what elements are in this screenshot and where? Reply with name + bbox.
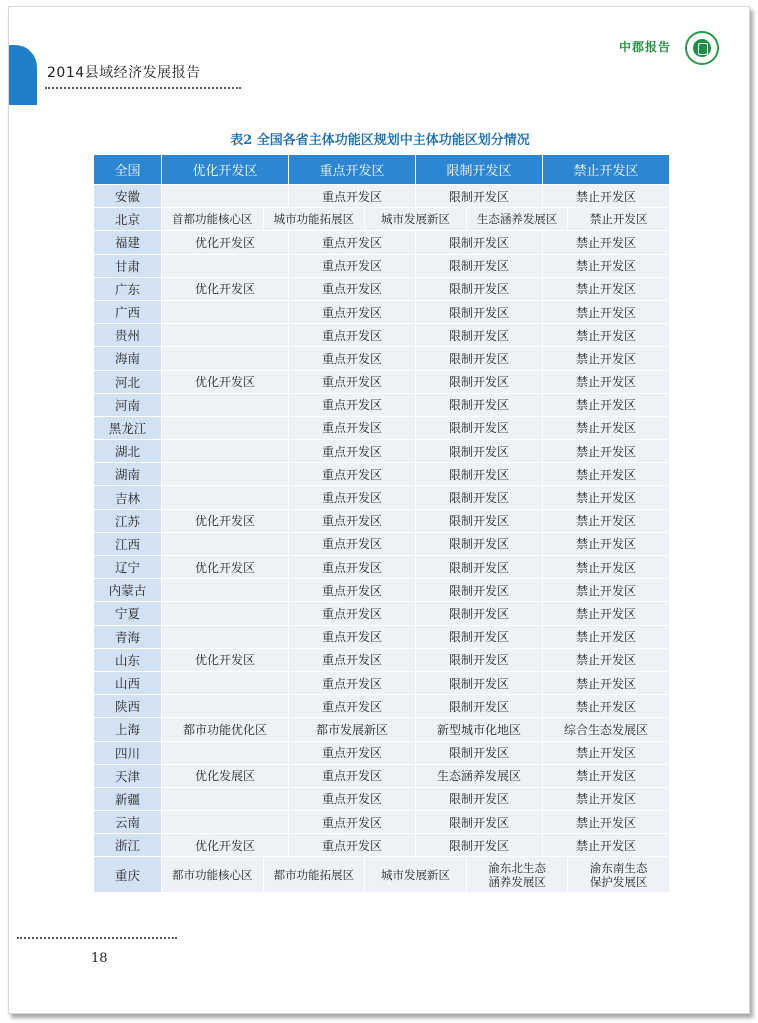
zone-cell: 禁止开发区: [543, 370, 670, 393]
zone-cell: 渝东北生态 涵养发展区: [466, 857, 568, 892]
table-row: [94, 764, 670, 787]
table-row: [94, 486, 670, 509]
zone-cell: [162, 671, 289, 694]
province-cell: 浙江: [94, 834, 162, 857]
zone-cell: 限制开发区: [416, 556, 543, 579]
zone-cell: 优化开发区: [162, 834, 289, 857]
zone-cell: 限制开发区: [416, 324, 543, 347]
table-row: [94, 393, 670, 416]
zone-cell: 限制开发区: [416, 602, 543, 625]
zone-cell: 禁止开发区: [543, 648, 670, 671]
zone-cell: 渝东南生态 保护发展区: [567, 857, 669, 892]
zone-cell: [162, 416, 289, 439]
zone-cell: 禁止开发区: [543, 556, 670, 579]
province-cell: 海南: [94, 347, 162, 370]
zone-cell: [162, 787, 289, 810]
zone-cell: 重点开发区: [289, 231, 416, 254]
zone-cell: 限制开发区: [416, 625, 543, 648]
province-cell: 贵州: [94, 324, 162, 347]
zone-cell: 限制开发区: [416, 579, 543, 602]
zone-cell: 限制开发区: [416, 486, 543, 509]
province-cell: 广东: [94, 277, 162, 300]
zone-cell: 禁止开发区: [543, 231, 670, 254]
zone-cell: 限制开发区: [416, 509, 543, 532]
report-page: [8, 6, 750, 1014]
table-row: [94, 231, 670, 254]
zone-cell: 重点开发区: [289, 834, 416, 857]
zone-cell: 城市发展新区: [364, 208, 466, 230]
zone-cell: 重点开发区: [289, 416, 416, 439]
zone-cell: 禁止开发区: [543, 254, 670, 277]
province-cell: 天津: [94, 764, 162, 787]
zone-cell: 重点开发区: [289, 486, 416, 509]
zone-cell: 限制开发区: [416, 300, 543, 323]
zone-cell: 限制开发区: [416, 277, 543, 300]
table-row: [94, 300, 670, 323]
zone-cell: 禁止开发区: [543, 602, 670, 625]
table-row: [94, 509, 670, 532]
province-cell: 内蒙古: [94, 579, 162, 602]
zone-cell: 重点开发区: [289, 254, 416, 277]
zone-cell: 城市发展新区: [364, 857, 466, 892]
province-cell: 山西: [94, 671, 162, 694]
zone-cell: [162, 300, 289, 323]
zone-cell: 禁止开发区: [543, 579, 670, 602]
zone-cell: 禁止开发区: [543, 532, 670, 555]
zone-cell: 禁止开发区: [567, 208, 669, 230]
zone-cell: 综合生态发展区: [543, 718, 670, 741]
zone-cell: [162, 695, 289, 718]
zone-split-cell: [162, 857, 670, 893]
province-cell: 河北: [94, 370, 162, 393]
zone-cell: 重点开发区: [289, 648, 416, 671]
zone-cell: 禁止开发区: [543, 811, 670, 834]
zone-cell: 禁止开发区: [543, 625, 670, 648]
zone-cell: 限制开发区: [416, 254, 543, 277]
table-row: [94, 857, 670, 893]
table-row: [94, 416, 670, 439]
zone-cell: 重点开发区: [289, 787, 416, 810]
zone-cell: 优化开发区: [162, 509, 289, 532]
province-cell: 新疆: [94, 787, 162, 810]
table-row: [94, 741, 670, 764]
province-cell: 青海: [94, 625, 162, 648]
zone-cell: 禁止开发区: [543, 695, 670, 718]
page-number: 18: [91, 951, 108, 966]
table-row: [94, 254, 670, 277]
province-cell: 宁夏: [94, 602, 162, 625]
zone-cell: 禁止开发区: [543, 393, 670, 416]
table-row: [94, 440, 670, 463]
zone-cell: 限制开发区: [416, 463, 543, 486]
zone-cell: 重点开发区: [289, 556, 416, 579]
table-row: [94, 671, 670, 694]
zone-cell: 重点开发区: [289, 393, 416, 416]
zone-cell: 重点开发区: [289, 463, 416, 486]
zone-cell: 重点开发区: [289, 509, 416, 532]
header-dotted-rule: [45, 87, 241, 89]
zone-cell: 重点开发区: [289, 300, 416, 323]
table-row: [94, 208, 670, 231]
chapter-tab: [9, 45, 37, 105]
header-cell: 禁止开发区: [543, 155, 670, 185]
province-cell: 四川: [94, 741, 162, 764]
zone-cell: 优化开发区: [162, 556, 289, 579]
zone-cell: 限制开发区: [416, 834, 543, 857]
zone-cell: 重点开发区: [289, 741, 416, 764]
zone-cell: 都市功能核心区: [172, 867, 253, 882]
zone-cell: 禁止开发区: [543, 486, 670, 509]
province-cell: 福建: [94, 231, 162, 254]
table-row: [94, 648, 670, 671]
zone-cell: 限制开发区: [416, 695, 543, 718]
zhongjun-logo-icon: [685, 31, 719, 65]
zone-cell: 禁止开发区: [543, 764, 670, 787]
zone-cell: 重点开发区: [289, 811, 416, 834]
province-cell: 河南: [94, 393, 162, 416]
zone-cell: 限制开发区: [416, 185, 543, 208]
zone-cell: 禁止开发区: [543, 416, 670, 439]
zone-cell: [162, 486, 289, 509]
province-cell: 广西: [94, 300, 162, 323]
zone-cell: 限制开发区: [416, 787, 543, 810]
zone-cell: 优化开发区: [162, 231, 289, 254]
table-body: [94, 185, 670, 893]
zone-cell: 新型城市化地区: [416, 718, 543, 741]
zone-cell: [162, 602, 289, 625]
header-cell: 全国: [94, 155, 162, 185]
zone-cell: 禁止开发区: [543, 463, 670, 486]
zone-cell: 都市功能拓展区: [263, 857, 365, 892]
zone-cell: 重点开发区: [289, 532, 416, 555]
zone-cell: [162, 254, 289, 277]
zone-cell: 禁止开发区: [543, 509, 670, 532]
zone-cell: 限制开发区: [416, 440, 543, 463]
zone-cell: 优化开发区: [162, 648, 289, 671]
zone-cell: 限制开发区: [416, 671, 543, 694]
table-row: [94, 787, 670, 810]
table-row: [94, 556, 670, 579]
zone-cell: 优化开发区: [162, 370, 289, 393]
zone-cell: 禁止开发区: [543, 185, 670, 208]
zone-cell: 生态涵养发展区: [466, 208, 568, 230]
province-cell: 安徽: [94, 185, 162, 208]
zone-cell: [162, 393, 289, 416]
zone-cell: 重点开发区: [289, 324, 416, 347]
zone-cell: 限制开发区: [416, 741, 543, 764]
zone-cell: 禁止开发区: [543, 834, 670, 857]
zone-cell: 禁止开发区: [543, 277, 670, 300]
function-zone-table: [93, 154, 670, 893]
province-cell: 陕西: [94, 695, 162, 718]
zone-cell: 限制开发区: [416, 370, 543, 393]
table-row: [94, 602, 670, 625]
zone-cell: 生态涵养发展区: [416, 764, 543, 787]
zone-cell: 首都功能核心区: [172, 212, 253, 227]
table-row: [94, 695, 670, 718]
zone-cell: 重点开发区: [289, 602, 416, 625]
table-row: [94, 532, 670, 555]
table-row: [94, 463, 670, 486]
zone-cell: 限制开发区: [416, 811, 543, 834]
brand-name: 中郡报告: [618, 40, 671, 54]
zone-cell: 禁止开发区: [543, 324, 670, 347]
zone-split-cell: [162, 208, 670, 231]
zone-cell: 限制开发区: [416, 231, 543, 254]
table-row: [94, 324, 670, 347]
zone-cell: 禁止开发区: [543, 741, 670, 764]
province-cell: 北京: [94, 208, 162, 231]
table-row: [94, 579, 670, 602]
province-cell: 云南: [94, 811, 162, 834]
zone-cell: 禁止开发区: [543, 787, 670, 810]
zone-cell: 限制开发区: [416, 648, 543, 671]
province-cell: 甘肃: [94, 254, 162, 277]
zone-cell: [162, 324, 289, 347]
table-row: [94, 185, 670, 208]
zone-cell: 限制开发区: [416, 532, 543, 555]
province-cell: 江西: [94, 532, 162, 555]
table-row: [94, 625, 670, 648]
table-header-row: [94, 155, 670, 185]
zone-cell: [162, 579, 289, 602]
zone-cell: [162, 625, 289, 648]
footer-dotted-rule: [17, 937, 177, 939]
province-cell: 江苏: [94, 509, 162, 532]
province-cell: 黑龙江: [94, 416, 162, 439]
zone-cell: 重点开发区: [289, 440, 416, 463]
table-row: [94, 718, 670, 741]
zone-cell: 限制开发区: [416, 347, 543, 370]
province-cell: 辽宁: [94, 556, 162, 579]
zone-cell: 重点开发区: [289, 671, 416, 694]
zone-cell: 重点开发区: [289, 185, 416, 208]
zone-cell: 重点开发区: [289, 370, 416, 393]
zone-cell: 重点开发区: [289, 695, 416, 718]
zone-cell: 重点开发区: [289, 347, 416, 370]
province-cell: 山东: [94, 648, 162, 671]
zone-cell: 优化发展区: [162, 764, 289, 787]
zone-cell: 重点开发区: [289, 764, 416, 787]
province-cell: 重庆: [94, 857, 162, 893]
zone-cell: 重点开发区: [289, 579, 416, 602]
zone-cell: 限制开发区: [416, 416, 543, 439]
table-row: [94, 834, 670, 857]
zone-cell: 禁止开发区: [543, 347, 670, 370]
zone-cell: 禁止开发区: [543, 300, 670, 323]
zone-cell: 城市功能拓展区: [263, 208, 365, 230]
zone-cell: 禁止开发区: [543, 440, 670, 463]
province-cell: 湖北: [94, 440, 162, 463]
zone-cell: [162, 532, 289, 555]
zone-cell: 重点开发区: [289, 625, 416, 648]
table-title: 表2 全国各省主体功能区规划中主体功能区划分情况: [230, 133, 530, 148]
zone-cell: 都市功能优化区: [162, 718, 289, 741]
table-row: [94, 811, 670, 834]
zone-cell: 优化开发区: [162, 277, 289, 300]
zone-cell: [162, 463, 289, 486]
table-row: [94, 370, 670, 393]
table-row: [94, 277, 670, 300]
zone-cell: 禁止开发区: [543, 671, 670, 694]
zone-cell: [162, 347, 289, 370]
running-header-title: 2014县域经济发展报告: [47, 65, 201, 81]
zone-cell: 重点开发区: [289, 277, 416, 300]
header-cell: 优化开发区: [162, 155, 289, 185]
table-row: [94, 347, 670, 370]
zone-cell: [162, 440, 289, 463]
zone-cell: 都市发展新区: [289, 718, 416, 741]
province-cell: 湖南: [94, 463, 162, 486]
province-cell: 上海: [94, 718, 162, 741]
zone-cell: [162, 741, 289, 764]
zone-cell: [162, 185, 289, 208]
header-cell: 限制开发区: [416, 155, 543, 185]
province-cell: 吉林: [94, 486, 162, 509]
zone-cell: 限制开发区: [416, 393, 543, 416]
header-cell: 重点开发区: [289, 155, 416, 185]
zone-cell: [162, 811, 289, 834]
